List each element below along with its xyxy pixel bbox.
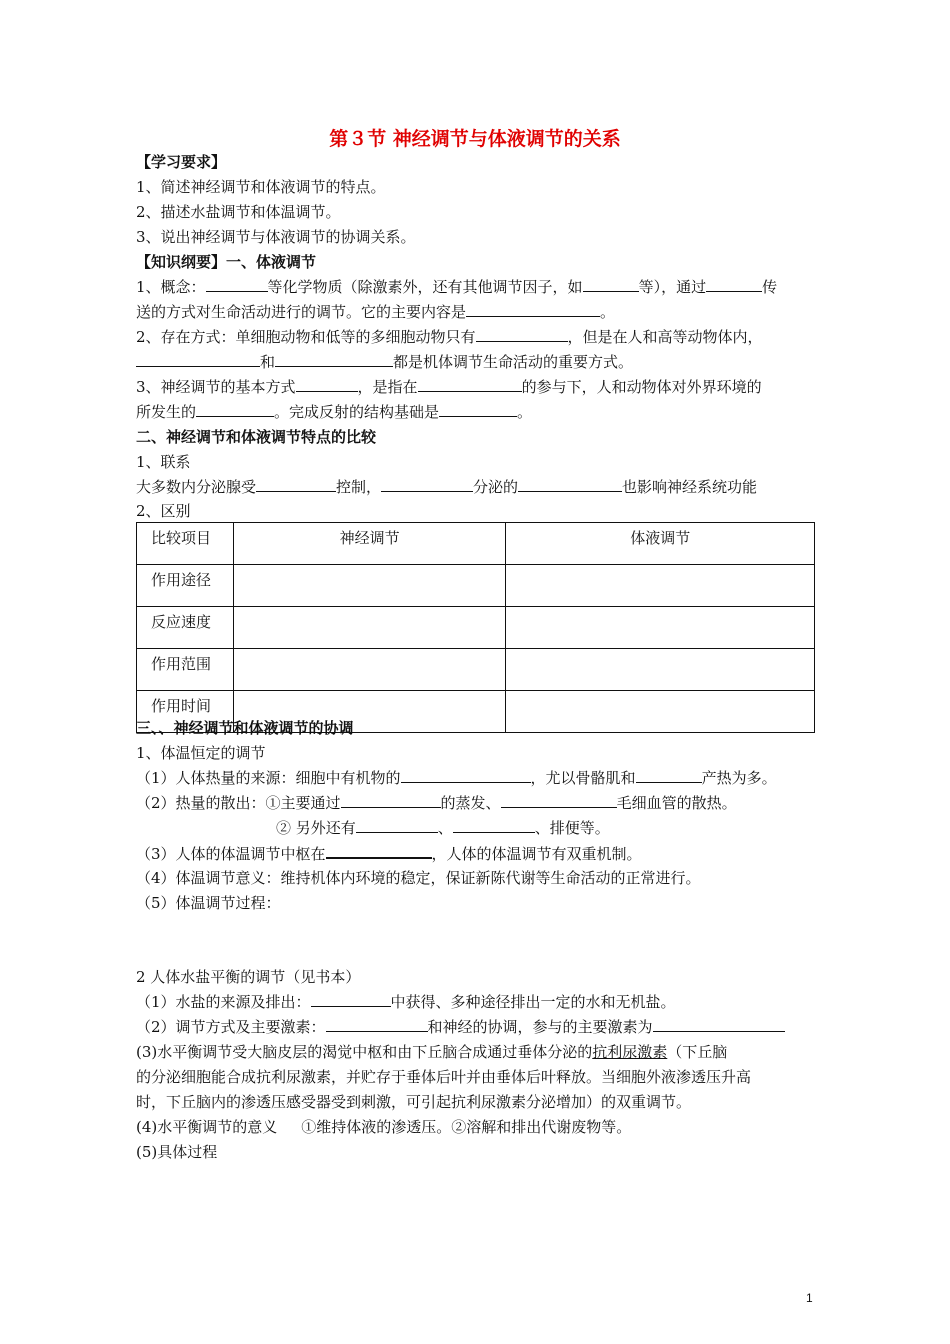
water-salt-heading: 2 人体水盐平衡的调节（见书本） [136,968,361,986]
answer-cell[interactable] [233,649,506,691]
section-3-heading: 三、、神经调节和体液调节的协调 [136,719,354,737]
blank-field[interactable] [256,476,336,492]
blank-field[interactable] [453,817,535,833]
section-1-heading: 一、体液调节 [226,253,317,271]
blank-field[interactable] [476,326,568,342]
requirement-2: 2、描述水盐调节和体温调节。 [136,203,341,221]
nerve-line-2: 所发生的 。完成反射的结构基础是 。 [136,403,533,421]
blank-field[interactable] [196,401,274,417]
row-label: 作用范围 [137,649,234,691]
row-label: 反应速度 [137,607,234,649]
row-label: 作用途径 [137,565,234,607]
answer-cell[interactable] [233,607,506,649]
blank-field[interactable] [275,351,393,367]
table-row [137,607,815,649]
table-row [137,649,815,691]
section-2-heading: 二、神经调节和体液调节特点的比较 [136,428,377,446]
temp-item-4: （4）体温调节意义：维持机体内环境的稳定，保证新陈代谢等生命活动的正常进行。 [136,869,701,887]
water-item-1: （1）水盐的来源及排出： 中获得、多种途径排出一定的水和无机盐。 [136,993,676,1011]
page-title: 第３节 神经调节与体液调节的关系 [329,128,621,150]
table-header-row [137,523,815,565]
blank-field[interactable] [636,767,702,783]
answer-cell[interactable] [506,565,815,607]
blank-field[interactable] [136,351,260,367]
blank-field[interactable] [439,401,517,417]
blank-field[interactable] [326,1016,428,1032]
water-item-3-cont: 的分泌细胞能合成抗利尿激素，并贮存于垂体后叶并由垂体后叶释放。当细胞外液渗透压升高 [136,1068,752,1086]
water-item-2: （2）调节方式及主要激素： 和神经的协调，参与的主要激素为 [136,1016,785,1038]
existence-line-2: 和 都是机体调节生命活动的重要方式。 [136,351,633,373]
table-header-cell: 体液调节 [506,523,815,565]
answer-cell[interactable] [233,565,506,607]
requirement-3: 3、说出神经调节与体液调节的协调关系。 [136,228,416,246]
blank-field[interactable] [296,376,358,392]
heading-learning-requirements: 【学习要求】 [136,153,227,171]
temp-item-5: （5）体温调节过程： [136,894,281,912]
blank-field[interactable] [311,991,391,1007]
nerve-line-1: 3、神经调节的基本方式 ，是指在 的参与下，人和动物体对外界环境的 [136,378,762,396]
answer-cell[interactable] [506,607,815,649]
blank-field[interactable] [653,1016,785,1032]
heading-knowledge-outline: 【知识纲要】一、体液调节 [136,253,317,271]
blank-field[interactable] [466,301,600,317]
relation-heading: 1、联系 [136,453,191,471]
answer-cell[interactable] [506,649,815,691]
comparison-table [136,522,815,733]
concept-line-1: 1、概念： 等化学物质（除激素外，还有其他调节因子，如 等），通过 传 [136,278,778,296]
relation-line: 大多数内分泌腺受 控制， 分泌的 也影响神经系统功能 [136,478,758,496]
temp-item-2: （2）热量的散出：①主要通过 的蒸发、 毛细血管的散热。 [136,794,737,812]
blank-field[interactable] [206,276,268,292]
blank-field[interactable] [583,276,639,292]
concept-line-2: 送的方式对生命活动进行的调节。它的主要内容是 。 [136,303,616,321]
blank-field[interactable] [501,792,617,808]
table-header-cell: 神经调节 [233,523,506,565]
water-item-5: (5)具体过程 [136,1143,218,1161]
blank-field[interactable] [341,792,441,808]
blank-field[interactable] [326,842,432,859]
blank-field[interactable] [706,276,762,292]
blank-field[interactable] [401,767,531,783]
blank-field[interactable] [356,817,438,833]
difference-heading: 2、区别 [136,502,191,520]
table-row [137,565,815,607]
answer-cell[interactable] [506,691,815,733]
blank-field[interactable] [381,476,473,492]
table-header-cell: 比较项目 [137,523,234,565]
water-item-4: (4)水平衡调节的意义 ①维持体液的渗透压。②溶解和排出代谢废物等。 [136,1118,632,1136]
blank-field[interactable] [418,376,522,392]
blank-field[interactable] [518,476,622,492]
temp-item-1: （1）人体热量的来源：细胞中有机物的 ，尤以骨骼肌和 产热为多。 [136,769,777,787]
temperature-heading: 1、体温恒定的调节 [136,744,266,762]
water-item-3-cont: 时，下丘脑内的渗透压感受器受到刺激，可引起抗利尿激素分泌增加）的双重调节。 [136,1093,692,1111]
row-label: 作用时间 [137,691,234,733]
page-number: 1 [806,1291,813,1305]
water-item-3: (3)水平衡调节受大脑皮层的渴觉中枢和由下丘脑合成通过垂体分泌的抗利尿激素（下丘脑 [136,1043,728,1061]
requirement-1: 1、简述神经调节和体液调节的特点。 [136,178,386,196]
existence-line-1: 2、存在方式：单细胞动物和低等的多细胞动物只有 ，但是在人和高等动物体内， [136,328,763,346]
temp-item-3: （3）人体的体温调节中枢在 ，人体的体温调节有双重机制。 [136,842,642,865]
temp-item-2-sub: ② 另外还有 、 、排便等。 [276,819,610,837]
